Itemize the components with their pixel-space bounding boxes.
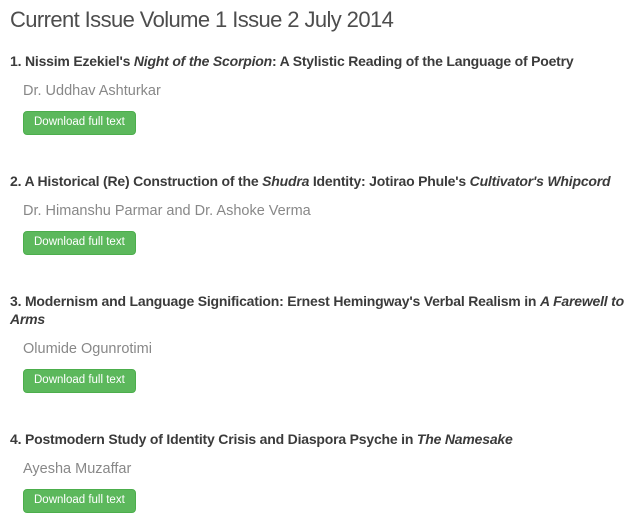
article-title	[10, 292, 630, 328]
article-title-text-segment: 2. A Historical (Re) Construction of the	[10, 173, 263, 189]
article-title-italic-segment: Cultivator's Whipcord	[469, 173, 611, 189]
download-full-text-button[interactable]: Download full text	[23, 489, 136, 513]
article-item	[10, 292, 630, 393]
article-item	[10, 52, 630, 135]
download-full-text-button[interactable]: Download full text	[23, 231, 136, 255]
article-item	[10, 430, 630, 513]
article-author: Dr. Himanshu Parmar and Dr. Ashoke Verma	[23, 203, 311, 219]
article-list	[10, 52, 630, 513]
article-title	[10, 430, 630, 448]
article-author: Olumide Ogunrotimi	[23, 341, 152, 357]
article-title-text-segment: 3. Modernism and Language Signification: Ernest Hemingway's Verbal Realism in	[10, 293, 540, 309]
article-title-text-segment: Identity: Jotirao Phule's	[309, 173, 470, 189]
article-title-italic-segment: Night of the Scorpion	[133, 53, 272, 69]
article-title-text-segment: 1. Nissim Ezekiel's	[10, 53, 134, 69]
article-author: Dr. Uddhav Ashturkar	[23, 83, 161, 99]
article-title-text-segment: : A Stylistic Reading of the Language of Poetry	[271, 53, 574, 69]
download-full-text-button[interactable]: Download full text	[23, 369, 136, 393]
article-title	[10, 172, 630, 190]
page-title: Current Issue Volume 1 Issue 2 July 2014	[10, 7, 394, 32]
article-title-italic-segment: A Farewell to Arms	[10, 293, 624, 327]
article-title-italic-segment: The Namesake	[416, 431, 513, 447]
download-full-text-button[interactable]: Download full text	[23, 111, 136, 135]
article-title	[10, 52, 630, 70]
article-title-text-segment: 4. Postmodern Study of Identity Crisis and Diaspora Psyche in	[10, 431, 417, 447]
article-item	[10, 172, 630, 255]
article-author: Ayesha Muzaffar	[23, 461, 132, 477]
article-title-italic-segment: Shudra	[262, 173, 310, 189]
